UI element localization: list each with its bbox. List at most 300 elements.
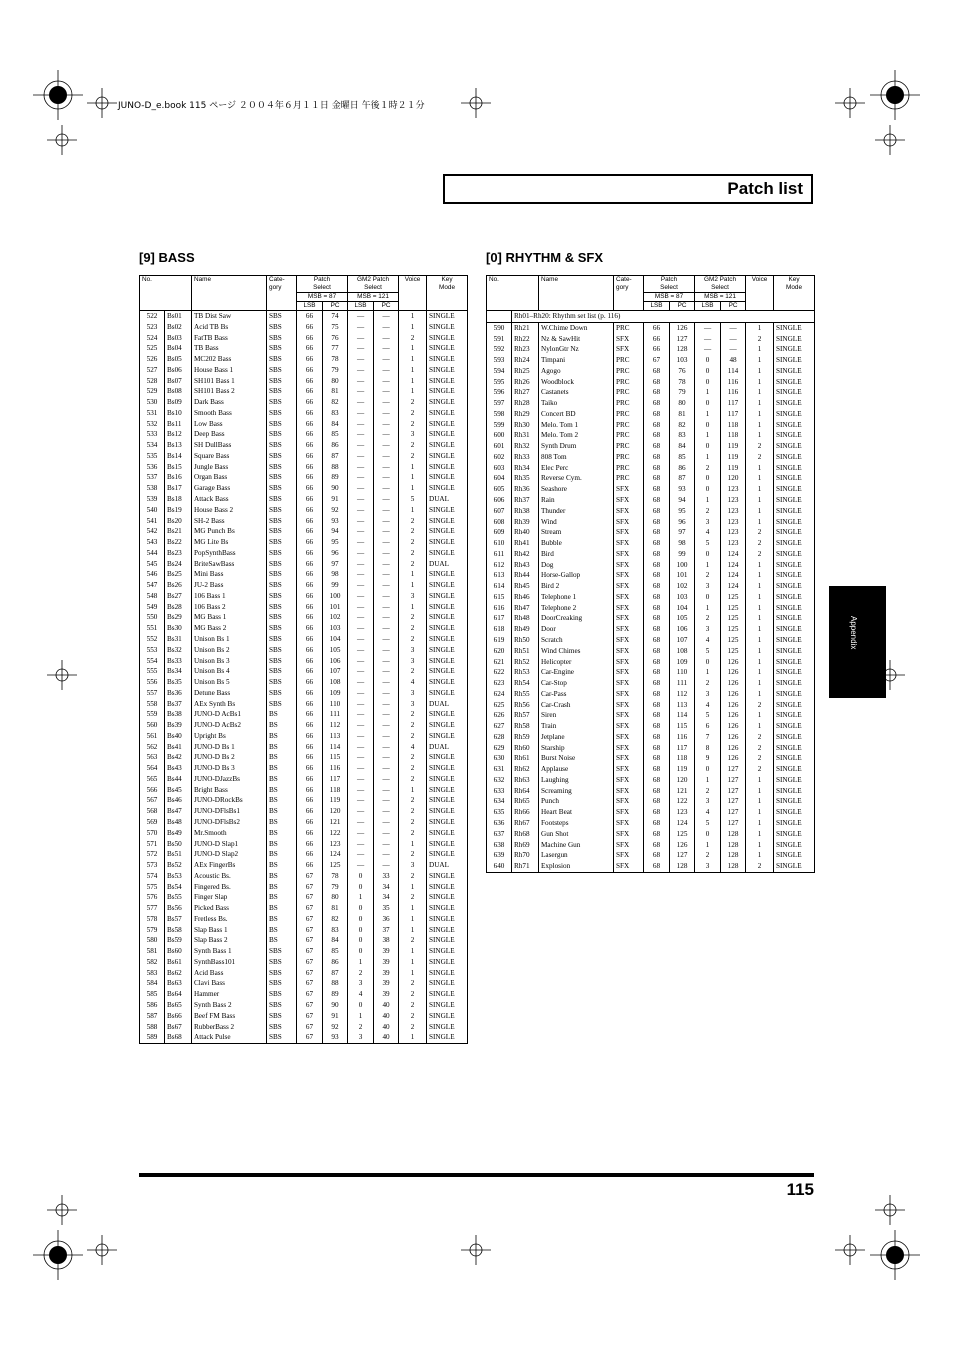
table-cell: 68	[644, 624, 670, 635]
table-cell: 522	[140, 311, 165, 322]
table-row	[140, 817, 468, 828]
table-cell: —	[374, 537, 399, 548]
table-cell: 547	[140, 580, 165, 591]
table-cell: 67	[297, 925, 323, 936]
table-cell: 536	[140, 462, 165, 473]
table-cell: 1	[746, 807, 774, 818]
table-cell: SFX	[614, 710, 644, 721]
table-cell: Unison Bs 5	[192, 677, 267, 688]
table-cell: —	[695, 344, 721, 355]
table-cell: 587	[140, 1011, 165, 1022]
table-cell: 66	[297, 505, 323, 516]
table-cell: 584	[140, 978, 165, 989]
table-cell: 90	[323, 483, 348, 494]
table-cell: SFX	[614, 581, 644, 592]
table-cell: Laughing	[539, 775, 614, 786]
table-cell: Fretless Bs.	[192, 914, 267, 925]
table-cell: SFX	[614, 592, 644, 603]
table-cell: SINGLE	[427, 935, 468, 946]
table-cell: Timpani	[539, 355, 614, 366]
table-cell: 128	[670, 344, 695, 355]
table-cell: 66	[297, 688, 323, 699]
table-row	[140, 709, 468, 720]
table-cell: 67	[297, 914, 323, 925]
table-cell: SBS	[267, 1000, 297, 1011]
table-cell: Bs14	[165, 451, 192, 462]
table-cell: SINGLE	[774, 850, 815, 861]
table-cell: SINGLE	[774, 613, 815, 624]
table-cell: SBS	[267, 1032, 297, 1043]
table-cell: 124	[721, 560, 746, 571]
col-gm2-select: GM2 Patch Select	[348, 276, 399, 293]
col-lsb: LSB	[644, 302, 670, 311]
table-cell: PRC	[614, 355, 644, 366]
table-cell: Bird	[539, 549, 614, 560]
table-cell: —	[695, 334, 721, 345]
table-cell: SINGLE	[427, 537, 468, 548]
table-cell: Bs22	[165, 537, 192, 548]
table-cell: 126	[721, 743, 746, 754]
table-cell: 66	[297, 720, 323, 731]
table-cell: —	[721, 322, 746, 333]
table-row	[487, 764, 815, 775]
table-cell: 94	[323, 526, 348, 537]
table-cell: 80	[323, 376, 348, 387]
col-name: Name	[192, 276, 267, 311]
table-cell: 66	[297, 666, 323, 677]
table-cell: Deep Bass	[192, 429, 267, 440]
table-cell: SINGLE	[774, 592, 815, 603]
table-cell: —	[374, 408, 399, 419]
table-cell: 0	[348, 1000, 374, 1011]
table-cell: Bs31	[165, 634, 192, 645]
table-cell: SFX	[614, 840, 644, 851]
table-cell: 621	[487, 657, 512, 668]
table-cell: SynthBass101	[192, 957, 267, 968]
table-cell: Rh69	[512, 840, 539, 851]
table-row	[140, 1022, 468, 1033]
table-cell: 1	[399, 925, 427, 936]
table-cell: 128	[721, 850, 746, 861]
table-cell: 2	[399, 623, 427, 634]
table-cell: 109	[670, 657, 695, 668]
table-cell: SBS	[267, 602, 297, 613]
table-cell: 0	[695, 355, 721, 366]
table-cell: Mini Bass	[192, 569, 267, 580]
table-cell: 2	[399, 849, 427, 860]
table-row	[487, 334, 815, 345]
table-cell: SINGLE	[427, 968, 468, 979]
table-cell: 1	[399, 386, 427, 397]
table-cell: 2	[399, 774, 427, 785]
table-cell: SINGLE	[774, 560, 815, 571]
table-cell: —	[374, 343, 399, 354]
table-cell: MG Lite Bs	[192, 537, 267, 548]
table-cell: Door	[539, 624, 614, 635]
table-cell: 68	[644, 840, 670, 851]
table-cell: Bs21	[165, 526, 192, 537]
table-cell: Bs25	[165, 569, 192, 580]
table-cell: Footsteps	[539, 818, 614, 829]
table-cell: Bs37	[165, 699, 192, 710]
table-cell: 128	[721, 829, 746, 840]
table-cell: 100	[323, 591, 348, 602]
table-cell: 117	[670, 743, 695, 754]
table-cell: 114	[670, 710, 695, 721]
table-cell: 127	[721, 818, 746, 829]
table-cell: 66	[297, 451, 323, 462]
table-cell: 68	[644, 387, 670, 398]
table-cell: Rh59	[512, 732, 539, 743]
table-cell: 1	[399, 602, 427, 613]
table-cell: —	[374, 516, 399, 527]
rhythm-table	[486, 275, 815, 873]
table-cell: Bs07	[165, 376, 192, 387]
table-cell: 126	[721, 710, 746, 721]
table-cell: 82	[323, 397, 348, 408]
table-cell: 68	[644, 538, 670, 549]
table-cell: 124	[721, 549, 746, 560]
table-cell: SFX	[614, 334, 644, 345]
table-cell: Rh43	[512, 560, 539, 571]
table-row	[487, 430, 815, 441]
table-cell: Car-Crash	[539, 700, 614, 711]
table-cell: 1	[746, 592, 774, 603]
table-cell: Bs03	[165, 333, 192, 344]
table-cell: SINGLE	[774, 818, 815, 829]
table-cell: 84	[323, 935, 348, 946]
table-cell: 593	[487, 355, 512, 366]
table-cell: Finger Slap	[192, 892, 267, 903]
table-cell: Rh65	[512, 796, 539, 807]
table-cell: SBS	[267, 429, 297, 440]
table-cell: —	[374, 429, 399, 440]
table-cell: SBS	[267, 548, 297, 559]
table-cell: 39	[374, 946, 399, 957]
table-cell: SBS	[267, 957, 297, 968]
table-cell: 5	[695, 818, 721, 829]
table-cell: BS	[267, 817, 297, 828]
table-row	[487, 377, 815, 388]
table-cell: 625	[487, 700, 512, 711]
table-cell: SFX	[614, 689, 644, 700]
table-cell: Elec Perc	[539, 463, 614, 474]
col-pc: PC	[721, 302, 746, 311]
table-cell: 5	[695, 710, 721, 721]
table-cell: Bs39	[165, 720, 192, 731]
table-cell: Rh34	[512, 463, 539, 474]
table-cell: Bs63	[165, 978, 192, 989]
col-pc: PC	[670, 302, 695, 311]
table-cell: Bs51	[165, 849, 192, 860]
table-cell: Bs64	[165, 989, 192, 1000]
table-cell: SINGLE	[427, 365, 468, 376]
table-cell: 4	[399, 677, 427, 688]
table-cell: 580	[140, 935, 165, 946]
table-row	[140, 333, 468, 344]
table-cell: 66	[297, 397, 323, 408]
col-msb87: MSB = 87	[297, 293, 348, 302]
table-cell: 66	[297, 774, 323, 785]
table-cell: —	[695, 322, 721, 333]
table-cell: —	[348, 731, 374, 742]
table-cell: 66	[297, 731, 323, 742]
table-cell: 628	[487, 732, 512, 743]
table-cell: SINGLE	[427, 505, 468, 516]
table-cell: 68	[644, 667, 670, 678]
table-row	[140, 451, 468, 462]
table-cell: 68	[644, 506, 670, 517]
table-cell: 126	[721, 753, 746, 764]
table-cell: 2	[695, 506, 721, 517]
table-row	[140, 871, 468, 882]
table-cell: PRC	[614, 463, 644, 474]
table-cell: Bs45	[165, 785, 192, 796]
table-cell: 568	[140, 806, 165, 817]
table-cell: 66	[297, 709, 323, 720]
table-cell: 565	[140, 774, 165, 785]
table-cell: SINGLE	[427, 322, 468, 333]
table-cell: 68	[644, 377, 670, 388]
table-row	[140, 957, 468, 968]
table-cell: 67	[297, 1022, 323, 1033]
table-cell: 5	[695, 646, 721, 657]
table-cell: SINGLE	[774, 721, 815, 732]
table-cell: 76	[323, 333, 348, 344]
table-cell: 97	[323, 559, 348, 570]
table-cell: 34	[374, 892, 399, 903]
table-cell: SINGLE	[427, 656, 468, 667]
table-cell: 35	[374, 903, 399, 914]
table-cell: Bs61	[165, 957, 192, 968]
table-cell: SINGLE	[774, 775, 815, 786]
table-cell: 66	[297, 752, 323, 763]
table-cell: 607	[487, 506, 512, 517]
table-cell: 569	[140, 817, 165, 828]
table-cell: 67	[297, 978, 323, 989]
table-cell: Upright Bs	[192, 731, 267, 742]
table-cell: SBS	[267, 1022, 297, 1033]
table-cell: 88	[323, 462, 348, 473]
table-cell: Slap Bass 1	[192, 925, 267, 936]
table-cell: 601	[487, 441, 512, 452]
table-cell: 4	[695, 527, 721, 538]
table-row	[487, 538, 815, 549]
table-cell: 4	[399, 742, 427, 753]
table-cell: 640	[487, 861, 512, 872]
table-cell: 66	[297, 677, 323, 688]
table-cell: 631	[487, 764, 512, 775]
table-cell: Dark Bass	[192, 397, 267, 408]
table-cell: Rh62	[512, 764, 539, 775]
table-cell: 68	[644, 420, 670, 431]
table-cell: 39	[374, 978, 399, 989]
table-cell: —	[348, 602, 374, 613]
table-cell: 554	[140, 656, 165, 667]
table-cell: SBS	[267, 365, 297, 376]
table-row	[140, 623, 468, 634]
table-cell: Detune Bass	[192, 688, 267, 699]
table-cell: 1	[746, 646, 774, 657]
table-cell: —	[374, 656, 399, 667]
table-cell: —	[374, 472, 399, 483]
table-cell: 125	[323, 860, 348, 871]
table-row	[140, 763, 468, 774]
table-cell: Jungle Bass	[192, 462, 267, 473]
table-row	[487, 409, 815, 420]
table-cell: 66	[297, 742, 323, 753]
table-cell: JUNO-D Slap2	[192, 849, 267, 860]
table-cell: Bs04	[165, 343, 192, 354]
table-cell: SINGLE	[427, 688, 468, 699]
table-cell: Melo. Tom 1	[539, 420, 614, 431]
table-cell: SINGLE	[427, 957, 468, 968]
table-row	[140, 1011, 468, 1022]
table-cell: —	[374, 752, 399, 763]
table-cell: Bs66	[165, 1011, 192, 1022]
table-cell: SBS	[267, 386, 297, 397]
table-cell: 603	[487, 463, 512, 474]
table-cell: —	[348, 451, 374, 462]
table-cell: 66	[644, 322, 670, 333]
table-cell: Bs26	[165, 580, 192, 591]
table-cell: 1	[746, 635, 774, 646]
table-cell: —	[348, 537, 374, 548]
table-cell: 111	[323, 709, 348, 720]
table-cell: Bs32	[165, 645, 192, 656]
table-cell: SBS	[267, 968, 297, 979]
table-cell: Bs53	[165, 871, 192, 882]
table-cell: SBS	[267, 354, 297, 365]
table-cell: SINGLE	[427, 419, 468, 430]
table-cell: 121	[670, 786, 695, 797]
table-cell: 81	[323, 903, 348, 914]
table-cell: SBS	[267, 397, 297, 408]
table-cell: Beef FM Bass	[192, 1011, 267, 1022]
table-cell: —	[374, 860, 399, 871]
table-cell: 602	[487, 452, 512, 463]
table-cell: Bs15	[165, 462, 192, 473]
table-cell: 4	[695, 700, 721, 711]
table-row	[140, 752, 468, 763]
table-cell: 68	[644, 549, 670, 560]
table-cell: PRC	[614, 322, 644, 333]
table-cell: Bs13	[165, 440, 192, 451]
table-cell: —	[348, 806, 374, 817]
table-cell: 66	[297, 494, 323, 505]
table-cell: 67	[297, 892, 323, 903]
table-cell: SINGLE	[774, 570, 815, 581]
table-cell: Rh40	[512, 527, 539, 538]
table-row	[140, 677, 468, 688]
table-cell: 2	[399, 333, 427, 344]
table-cell: AEx Synth Bs	[192, 699, 267, 710]
table-row	[140, 892, 468, 903]
table-cell: 1	[746, 689, 774, 700]
table-cell: —	[374, 839, 399, 850]
table-row	[487, 635, 815, 646]
table-cell: —	[348, 795, 374, 806]
table-cell: JUNO-D Bs 1	[192, 742, 267, 753]
table-cell: SINGLE	[774, 624, 815, 635]
table-cell: SINGLE	[774, 334, 815, 345]
table-cell: 1	[746, 322, 774, 333]
table-cell: 112	[670, 689, 695, 700]
table-cell: SFX	[614, 646, 644, 657]
table-cell: 572	[140, 849, 165, 860]
table-cell: 3	[348, 1032, 374, 1043]
table-cell: SINGLE	[774, 603, 815, 614]
table-cell: 108	[670, 646, 695, 657]
table-row	[487, 366, 815, 377]
table-row	[140, 925, 468, 936]
table-cell: 3	[695, 624, 721, 635]
table-cell: Rh25	[512, 366, 539, 377]
page-number: 115	[786, 1180, 814, 1199]
table-cell: 3	[399, 656, 427, 667]
table-cell: Bs48	[165, 817, 192, 828]
appendix-tab	[829, 586, 886, 698]
table-cell: Rh26	[512, 377, 539, 388]
table-cell: 3	[399, 860, 427, 871]
table-cell: 91	[323, 1011, 348, 1022]
table-cell: 544	[140, 548, 165, 559]
appendix-tab-label: Appendix	[849, 616, 858, 650]
table-cell: SINGLE	[427, 333, 468, 344]
table-cell: 526	[140, 354, 165, 365]
table-cell: 537	[140, 472, 165, 483]
table-cell: 550	[140, 612, 165, 623]
table-cell: 637	[487, 829, 512, 840]
table-cell: DUAL	[427, 742, 468, 753]
table-row	[487, 689, 815, 700]
table-cell: 121	[323, 817, 348, 828]
table-cell: 68	[644, 603, 670, 614]
table-cell: DUAL	[427, 699, 468, 710]
table-cell: —	[374, 709, 399, 720]
table-cell: 808 Tom	[539, 452, 614, 463]
table-cell: TB Bass	[192, 343, 267, 354]
table-cell: 81	[670, 409, 695, 420]
table-cell: 1	[399, 376, 427, 387]
table-cell: BriteSawBass	[192, 559, 267, 570]
table-cell: 2	[746, 549, 774, 560]
table-cell: SBS	[267, 699, 297, 710]
table-cell: 2	[746, 452, 774, 463]
table-cell: 66	[297, 623, 323, 634]
table-cell: —	[374, 419, 399, 430]
table-cell: SINGLE	[774, 732, 815, 743]
table-row	[487, 517, 815, 528]
table-cell: SINGLE	[427, 462, 468, 473]
table-cell: 66	[297, 580, 323, 591]
table-cell: —	[348, 516, 374, 527]
table-cell: 40	[374, 1011, 399, 1022]
table-cell: 103	[323, 623, 348, 634]
table-cell: 66	[297, 785, 323, 796]
table-cell: PRC	[614, 398, 644, 409]
table-cell: SFX	[614, 753, 644, 764]
table-row	[487, 549, 815, 560]
table-cell: —	[348, 322, 374, 333]
table-row	[487, 732, 815, 743]
table-cell: MG Punch Bs	[192, 526, 267, 537]
table-cell: 68	[644, 700, 670, 711]
table-cell: —	[374, 677, 399, 688]
table-cell: 68	[644, 473, 670, 484]
table-cell: SINGLE	[774, 387, 815, 398]
table-cell: —	[374, 763, 399, 774]
